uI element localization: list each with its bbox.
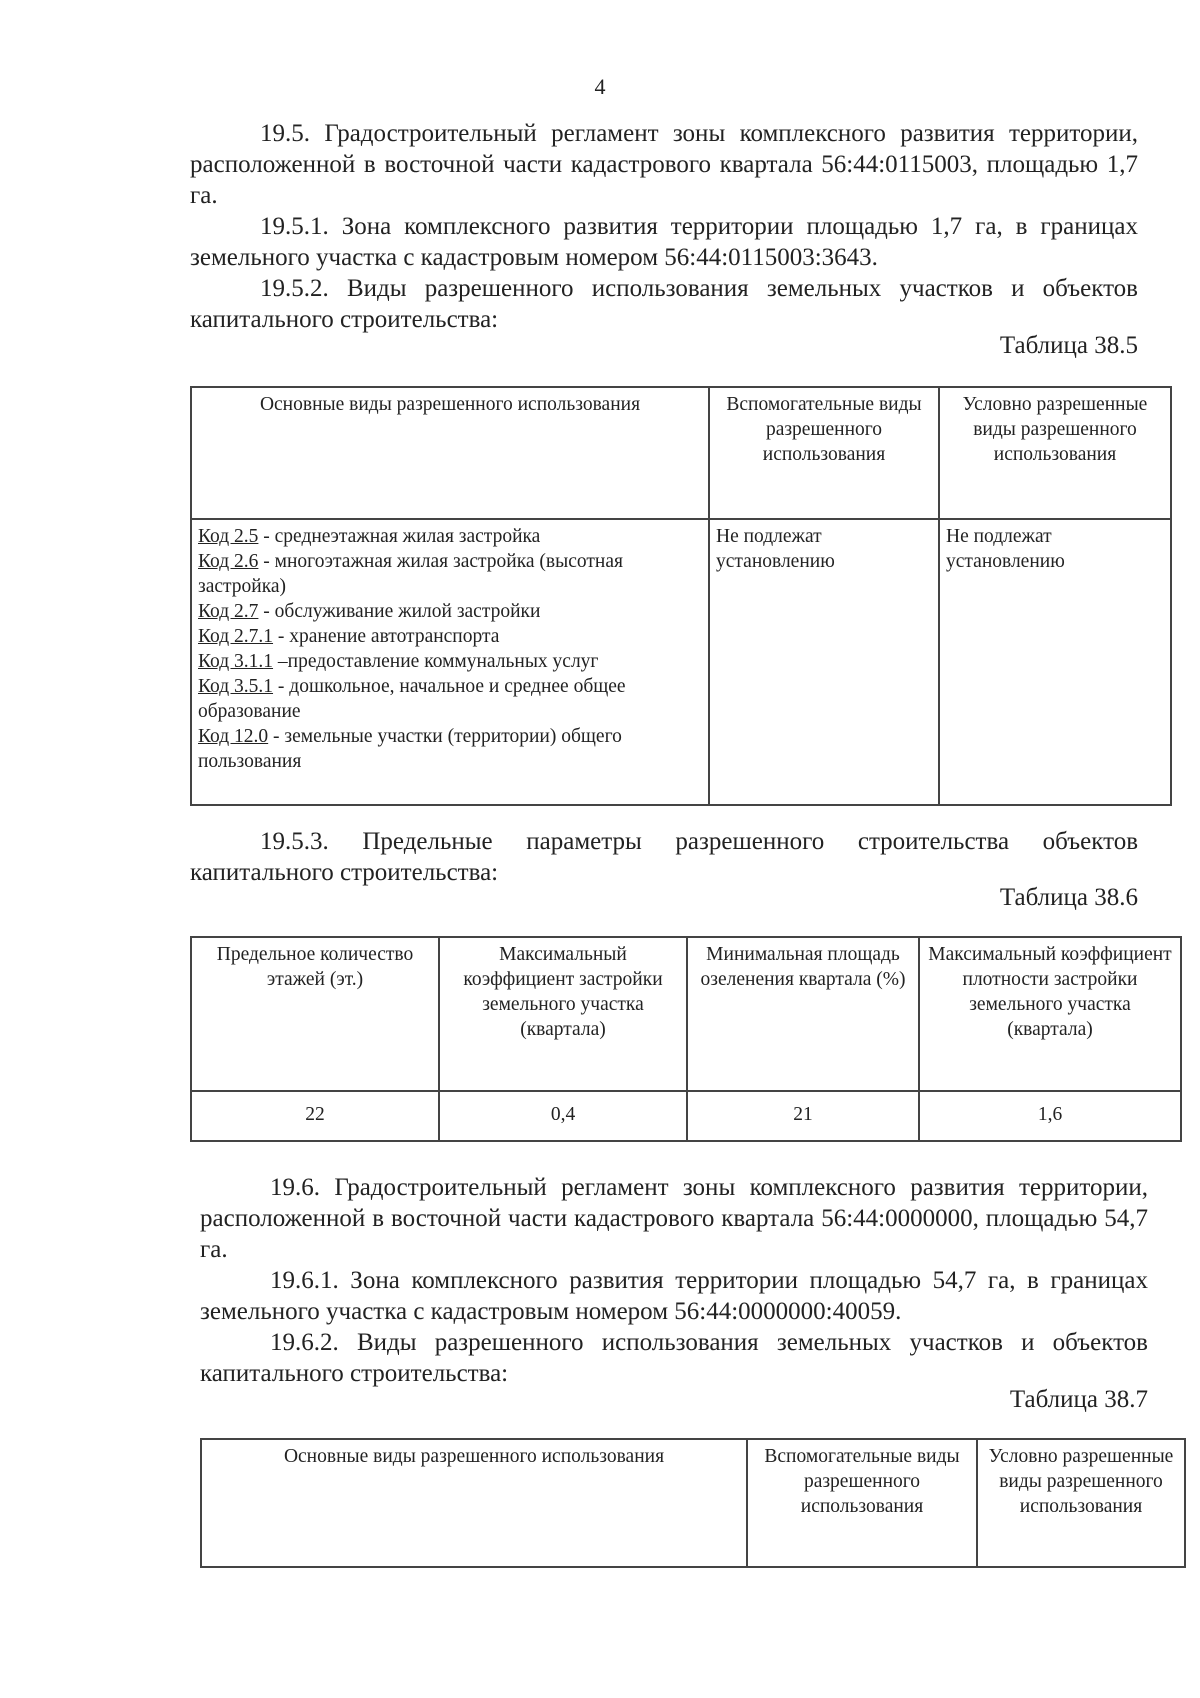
table-38-7	[200, 1438, 1186, 1568]
use-description: - земельные участки (территории) общего пользования	[198, 726, 622, 772]
section-19-6	[200, 1172, 1148, 1389]
table-row	[191, 519, 1171, 805]
table-header-row	[191, 387, 1171, 519]
use-description: - дошкольное, начальное и среднее общее образование	[198, 676, 626, 722]
auxiliary-uses-value: Не подлежат установлению	[709, 519, 939, 805]
use-description: –предоставление коммунальных услуг	[273, 651, 599, 672]
header-floors: Предельное количество этажей (эт.)	[191, 937, 439, 1091]
list-item	[198, 674, 702, 724]
table-38-7-caption: Таблица 38.7	[1009, 1386, 1148, 1413]
table-header-row	[201, 1439, 1185, 1567]
use-code: Код 3.5.1	[198, 676, 274, 697]
use-code: Код 2.5	[198, 526, 259, 547]
paragraph-19-5-3: 19.5.3. Предельные параметры разрешенного строительства объектов капитального строительства:	[190, 828, 1138, 886]
use-description: - хранение автотранспорта	[273, 626, 500, 647]
header-green-area: Минимальная площадь озеленения квартала (%)	[687, 937, 919, 1091]
header-conditional-uses: Условно разрешенные виды разрешенного использования	[939, 387, 1171, 519]
paragraph-19-6: 19.6. Градостроительный регламент зоны комплексного развития территории, расположенной в восточной части кадастрового квартала 56:44:0000000, площадью 54,7 га.	[200, 1174, 1148, 1263]
use-description: - многоэтажная жилая застройка (высотная застройка)	[198, 551, 623, 597]
use-description: - обслуживание жилой застройки	[258, 601, 541, 622]
header-density-ratio: Максимальный коэффициент плотности застройки земельного участка (квартала)	[919, 937, 1181, 1091]
list-item	[198, 624, 702, 649]
header-auxiliary-uses: Вспомогательные виды разрешенного использования	[709, 387, 939, 519]
section-19-5	[190, 118, 1138, 335]
table-38-5-caption: Таблица 38.5	[999, 332, 1138, 359]
value-floors: 22	[191, 1091, 439, 1141]
header-main-uses: Основные виды разрешенного использования	[201, 1439, 747, 1567]
list-item	[198, 549, 702, 599]
paragraph-19-6-2: 19.6.2. Виды разрешенного использования земельных участков и объектов капитального строительства:	[200, 1329, 1148, 1387]
use-code: Код 2.7	[198, 601, 259, 622]
main-uses-list	[191, 519, 709, 805]
use-code: Код 2.7.1	[198, 626, 274, 647]
use-code: Код 3.1.1	[198, 651, 274, 672]
header-main-uses: Основные виды разрешенного использования	[191, 387, 709, 519]
table-38-6	[190, 936, 1182, 1142]
use-description: - среднеэтажная жилая застройка	[258, 526, 541, 547]
table-38-6-caption: Таблица 38.6	[999, 884, 1138, 911]
list-item	[198, 724, 702, 774]
header-conditional-uses: Условно разрешенные виды разрешенного использования	[977, 1439, 1185, 1567]
list-item	[198, 524, 702, 549]
page-number: 4	[594, 74, 606, 99]
value-green-area: 21	[687, 1091, 919, 1141]
header-auxiliary-uses: Вспомогательные виды разрешенного использования	[747, 1439, 977, 1567]
section-19-5-3	[190, 826, 1138, 888]
use-code: Код 2.6	[198, 551, 259, 572]
conditional-uses-value: Не подлежат установлению	[939, 519, 1171, 805]
paragraph-19-6-1: 19.6.1. Зона комплексного развития территории площадью 54,7 га, в границах земельного участка с кадастровым номером 56:44:0000000:40059.	[200, 1267, 1148, 1325]
table-row	[191, 1091, 1181, 1141]
paragraph-19-5: 19.5. Градостроительный регламент зоны комплексного развития территории, расположенной в восточной части кадастрового квартала 56:44:0115003, площадью 1,7 га.	[190, 120, 1138, 209]
paragraph-19-5-1: 19.5.1. Зона комплексного развития территории площадью 1,7 га, в границах земельного участка с кадастровым номером 56:44:0115003:3643.	[190, 213, 1138, 271]
list-item	[198, 599, 702, 624]
value-density-ratio: 1,6	[919, 1091, 1181, 1141]
value-build-ratio: 0,4	[439, 1091, 687, 1141]
use-code: Код 12.0	[198, 726, 269, 747]
table-header-row	[191, 937, 1181, 1091]
header-build-ratio: Максимальный коэффициент застройки земельного участка (квартала)	[439, 937, 687, 1091]
paragraph-19-5-2: 19.5.2. Виды разрешенного использования земельных участков и объектов капитального строительства:	[190, 275, 1138, 333]
table-38-5	[190, 386, 1172, 806]
list-item	[198, 649, 702, 674]
